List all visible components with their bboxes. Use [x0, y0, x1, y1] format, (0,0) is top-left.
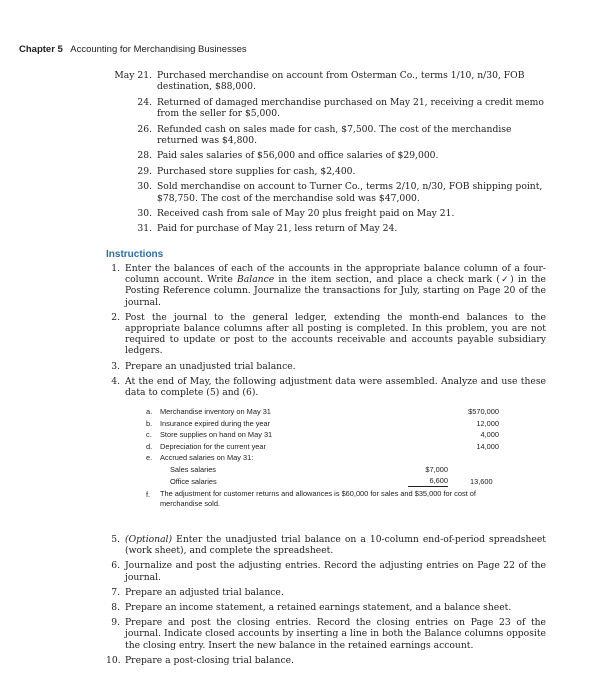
- instruction-text: Prepare an unadjusted trial balance.: [125, 360, 296, 372]
- instruction-item: [106, 560, 546, 582]
- transaction-date: 29.: [137, 165, 152, 177]
- adjustment-label: Insurance expired during the year: [160, 418, 271, 428]
- adjustment-row: [132, 452, 512, 464]
- instruction-number: 9.: [111, 617, 120, 629]
- adjustment-subrow: [132, 464, 512, 476]
- transaction-item: [106, 150, 551, 161]
- instruction-text-part: Enter the balances of each of the accounts in the appropriate balance column of a four-column account. Write: [125, 263, 546, 286]
- adjustment-letter: f.: [146, 490, 151, 500]
- chapter-number: Chapter 5: [19, 44, 63, 55]
- page-header: [19, 44, 247, 55]
- transaction-list: [106, 70, 551, 239]
- adjustment-data: [132, 406, 512, 509]
- adjustment-subrow: [132, 476, 512, 488]
- chapter-title: Accounting for Merchandising Businesses: [70, 44, 247, 55]
- adjustment-value: 12,000: [476, 418, 499, 428]
- transaction-date: May 21.: [114, 70, 152, 81]
- adjustment-value: 4,000: [480, 430, 499, 440]
- adjustment-label: Store supplies on hand on May 31: [160, 430, 273, 440]
- office-salaries-label: Office salaries: [170, 476, 217, 486]
- instruction-text: [125, 263, 546, 308]
- balance-emphasis: Balance: [237, 274, 275, 286]
- adjustment-value: $570,000: [468, 407, 499, 416]
- instruction-number: 8.: [111, 602, 120, 614]
- transaction-item: [106, 181, 551, 204]
- instruction-number: 3.: [111, 360, 120, 372]
- instruction-number: 10.: [106, 654, 121, 666]
- instruction-text: Prepare and post the closing entries. Record the closing entries on Page 23 of the journal. Indicate closed accounts by inserting a line in both the Balance columns opposite the closing entry. Insert the new balance in the retained earnings account.: [125, 617, 546, 651]
- sales-salaries-value: $7,000: [425, 464, 448, 474]
- adjustment-label: Merchandise inventory on May 31: [160, 407, 271, 416]
- instruction-number: 2.: [111, 311, 120, 323]
- adjustment-row: [132, 418, 512, 430]
- instruction-text: At the end of May, the following adjustment data were assembled. Analyze and use these data to complete (5) and (6).: [125, 375, 546, 399]
- instruction-number: 6.: [111, 560, 120, 572]
- instructions-list-continued: [106, 534, 546, 670]
- transaction-item: [106, 97, 551, 120]
- instructions-heading: Instructions: [106, 249, 164, 260]
- adjustment-letter: b.: [146, 418, 153, 428]
- instruction-item: [106, 617, 546, 651]
- transaction-text: Paid sales salaries of $56,000 and office salaries of $29,000.: [157, 150, 439, 162]
- transaction-text: Purchased merchandise on account from Osterman Co., terms 1/10, n/30, FOB destination, $88,000.: [157, 70, 525, 93]
- transaction-date: 31.: [137, 223, 152, 235]
- instruction-item: [106, 361, 546, 372]
- adjustment-value: 14,000: [476, 441, 499, 451]
- transaction-text: Sold merchandise on account to Turner Co., terms 2/10, n/30, FOB shipping point, $78,750. The cost of the merchandise sold was $47,000.: [157, 181, 543, 204]
- transaction-text: Returned of damaged merchandise purchased on May 21, receiving a credit memo from the seller for $5,000.: [157, 96, 544, 120]
- instruction-item: [106, 376, 546, 398]
- transaction-text: Purchased store supplies for cash, $2,400.: [157, 165, 356, 177]
- instruction-text: Journalize and post the adjusting entries. Record the adjusting entries on Page 22 of the journal.: [125, 560, 546, 583]
- transaction-date: 24.: [137, 96, 152, 108]
- instruction-text-part: in the item section, and place a check mark (✓) in the Posting Reference column. Journalize the transactions for July, starting on Page 20 of the journal.: [125, 274, 546, 308]
- transaction-date: 26.: [137, 123, 152, 135]
- transaction-text: Paid for purchase of May 21, less return of May 24.: [157, 223, 398, 235]
- instruction-number: 7.: [111, 586, 120, 598]
- adjustment-row: [132, 441, 512, 453]
- instruction-item: [106, 602, 546, 613]
- adjustment-letter: e.: [146, 453, 153, 463]
- adjustment-row: [132, 489, 512, 509]
- instruction-text: Prepare an income statement, a retained earnings statement, and a balance sheet.: [125, 602, 512, 614]
- adjustment-row: [132, 406, 512, 418]
- transaction-date: 28.: [137, 150, 152, 162]
- transaction-item: [106, 70, 551, 93]
- instruction-item: [106, 655, 546, 666]
- instruction-text: Post the journal to the general ledger, extending the month-end balances to the appropriate balance columns after all posting is completed. In this problem, you are not required to update or post to the accounts receivable and accounts payable subsidiary ledgers.: [125, 311, 546, 357]
- transaction-item: [106, 166, 551, 177]
- transaction-item: [106, 124, 551, 147]
- instruction-text: Prepare a post-closing trial balance.: [125, 654, 294, 666]
- adjustment-label: Depreciation for the current year: [160, 441, 266, 451]
- sales-salaries-label: Sales salaries: [170, 464, 217, 474]
- transaction-date: 30.: [137, 181, 152, 193]
- adjustment-label: Accrued salaries on May 31:: [160, 453, 254, 463]
- instruction-number: 5.: [111, 534, 120, 545]
- transaction-item: [106, 208, 551, 219]
- instruction-text-part: Enter the unadjusted trial balance on a 10-column end-of-period spreadsheet (work sheet), and complete the spreadsheet.: [125, 534, 546, 557]
- instructions-list: [106, 263, 546, 402]
- office-salaries-value: 6,600: [408, 476, 448, 487]
- instruction-item: [106, 587, 546, 598]
- instruction-number: 1.: [111, 263, 120, 274]
- accrued-salaries-total: 13,600: [470, 476, 493, 486]
- instruction-item: [106, 263, 546, 308]
- adjustment-label: The adjustment for customer returns and allowances is $60,000 for sales and $35,000 for cost of merchandise sold.: [160, 489, 476, 509]
- adjustment-letter: d.: [146, 441, 153, 451]
- adjustment-letter: a.: [146, 407, 153, 416]
- instruction-text: Prepare an adjusted trial balance.: [125, 586, 284, 598]
- transaction-text: Received cash from sale of May 20 plus freight paid on May 21.: [157, 208, 455, 220]
- instruction-text: [125, 534, 546, 556]
- transaction-item: [106, 223, 551, 234]
- transaction-text: Refunded cash on sales made for cash, $7,500. The cost of the merchandise returned was $4,800.: [157, 123, 512, 147]
- instruction-item: [106, 312, 546, 357]
- instruction-number: 4.: [111, 375, 120, 387]
- transaction-date: 30.: [137, 208, 152, 220]
- adjustment-row: [132, 429, 512, 441]
- optional-emphasis: (Optional): [125, 534, 173, 545]
- adjustment-letter: c.: [146, 430, 152, 440]
- instruction-item: [106, 534, 546, 556]
